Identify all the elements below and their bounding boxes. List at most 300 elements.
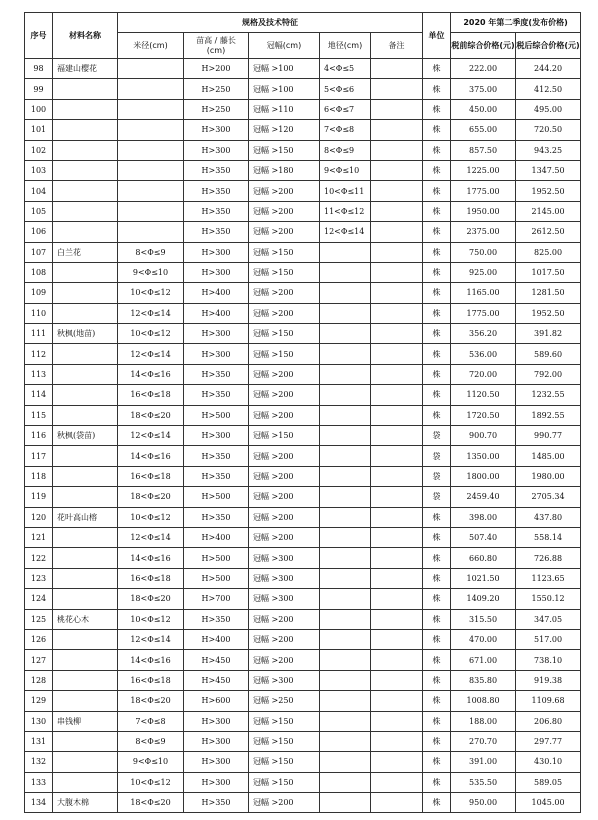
row-remark [371,364,423,384]
row-seq: 99 [25,79,53,99]
row-height: H>350 [184,609,249,629]
row-material-name [53,527,118,547]
row-ground-diameter [320,568,371,588]
row-post-tax-price: 517.00 [516,629,581,649]
row-rice-diameter: 18<Φ≤20 [118,691,184,711]
row-material-name [53,629,118,649]
row-pre-tax-price: 356.20 [451,324,516,344]
table-row [25,201,581,221]
row-crown: 冠幅 >120 [249,120,320,140]
row-rice-diameter: 16<Φ≤18 [118,568,184,588]
row-unit: 株 [423,507,451,527]
row-ground-diameter [320,283,371,303]
row-crown: 冠幅 >150 [249,262,320,282]
row-seq: 127 [25,650,53,670]
table-row [25,446,581,466]
row-rice-diameter [118,59,184,79]
row-seq: 116 [25,426,53,446]
row-ground-diameter [320,364,371,384]
row-rice-diameter: 12<Φ≤14 [118,527,184,547]
row-height: H>300 [184,140,249,160]
row-ground-diameter [320,548,371,568]
table-row [25,222,581,242]
row-seq: 124 [25,589,53,609]
row-rice-diameter [118,79,184,99]
row-ground-diameter [320,793,371,813]
row-seq: 117 [25,446,53,466]
row-seq: 130 [25,711,53,731]
row-height: H>300 [184,426,249,446]
row-material-name [53,79,118,99]
row-seq: 102 [25,140,53,160]
row-remark [371,507,423,527]
row-height: H>300 [184,731,249,751]
row-unit: 株 [423,364,451,384]
row-crown: 冠幅 >180 [249,160,320,180]
row-height: H>400 [184,629,249,649]
row-unit: 株 [423,568,451,588]
row-ground-diameter: 10<Φ≤11 [320,181,371,201]
row-pre-tax-price: 507.40 [451,527,516,547]
row-seq: 106 [25,222,53,242]
row-height: H>300 [184,324,249,344]
row-height: H>300 [184,262,249,282]
row-unit: 株 [423,589,451,609]
row-remark [371,527,423,547]
row-seq: 131 [25,731,53,751]
row-height: H>300 [184,752,249,772]
row-material-name: 秋枫(袋苗) [53,426,118,446]
row-crown: 冠幅 >200 [249,222,320,242]
table-row [25,527,581,547]
row-height: H>250 [184,79,249,99]
table-row [25,385,581,405]
row-seq: 98 [25,59,53,79]
row-ground-diameter: 11<Φ≤12 [320,201,371,221]
row-rice-diameter: 10<Φ≤12 [118,507,184,527]
row-material-name [53,201,118,221]
row-unit: 株 [423,527,451,547]
row-material-name: 花叶高山榕 [53,507,118,527]
row-remark [371,711,423,731]
row-height: H>700 [184,589,249,609]
row-post-tax-price: 2612.50 [516,222,581,242]
row-seq: 122 [25,548,53,568]
row-post-tax-price: 1123.65 [516,568,581,588]
row-unit: 袋 [423,446,451,466]
table-row [25,731,581,751]
price-table [24,12,581,813]
table-row [25,629,581,649]
table-row [25,405,581,425]
row-pre-tax-price: 470.00 [451,629,516,649]
row-post-tax-price: 1980.00 [516,466,581,486]
row-crown: 冠幅 >200 [249,650,320,670]
row-pre-tax-price: 398.00 [451,507,516,527]
row-remark [371,140,423,160]
row-pre-tax-price: 188.00 [451,711,516,731]
row-height: H>300 [184,120,249,140]
row-crown: 冠幅 >200 [249,466,320,486]
row-unit: 株 [423,160,451,180]
row-material-name [53,344,118,364]
row-rice-diameter: 18<Φ≤20 [118,589,184,609]
row-material-name: 大腹木棉 [53,793,118,813]
row-seq: 111 [25,324,53,344]
row-pre-tax-price: 2375.00 [451,222,516,242]
row-rice-diameter: 9<Φ≤10 [118,752,184,772]
row-remark [371,303,423,323]
row-remark [371,548,423,568]
row-unit: 株 [423,793,451,813]
row-unit: 株 [423,79,451,99]
row-rice-diameter: 9<Φ≤10 [118,262,184,282]
row-crown: 冠幅 >200 [249,629,320,649]
row-crown: 冠幅 >200 [249,609,320,629]
row-unit: 株 [423,670,451,690]
row-rice-diameter: 18<Φ≤20 [118,487,184,507]
row-post-tax-price: 1017.50 [516,262,581,282]
row-ground-diameter [320,629,371,649]
row-crown: 冠幅 >200 [249,487,320,507]
row-rice-diameter: 14<Φ≤16 [118,446,184,466]
row-pre-tax-price: 720.00 [451,364,516,384]
row-height: H>400 [184,283,249,303]
row-crown: 冠幅 >200 [249,283,320,303]
row-remark [371,222,423,242]
row-material-name [53,548,118,568]
row-crown: 冠幅 >300 [249,548,320,568]
row-material-name [53,487,118,507]
row-material-name [53,120,118,140]
row-post-tax-price: 244.20 [516,59,581,79]
row-seq: 101 [25,120,53,140]
row-rice-diameter: 14<Φ≤16 [118,650,184,670]
row-seq: 105 [25,201,53,221]
row-post-tax-price: 1045.00 [516,793,581,813]
row-crown: 冠幅 >200 [249,201,320,221]
row-height: H>500 [184,487,249,507]
row-seq: 126 [25,629,53,649]
table-row [25,364,581,384]
table-row [25,283,581,303]
row-crown: 冠幅 >100 [249,79,320,99]
row-material-name [53,140,118,160]
row-rice-diameter: 10<Φ≤12 [118,609,184,629]
row-crown: 冠幅 >250 [249,691,320,711]
row-rice-diameter: 8<Φ≤9 [118,731,184,751]
row-seq: 108 [25,262,53,282]
row-ground-diameter [320,487,371,507]
row-height: H>250 [184,99,249,119]
row-crown: 冠幅 >200 [249,507,320,527]
row-pre-tax-price: 1775.00 [451,181,516,201]
row-seq: 113 [25,364,53,384]
row-rice-diameter: 12<Φ≤14 [118,629,184,649]
row-material-name: 福建山樱花 [53,59,118,79]
row-material-name: 白兰花 [53,242,118,262]
row-pre-tax-price: 857.50 [451,140,516,160]
row-height: H>300 [184,772,249,792]
row-material-name [53,691,118,711]
row-post-tax-price: 2145.00 [516,201,581,221]
row-rice-diameter: 18<Φ≤20 [118,793,184,813]
row-post-tax-price: 943.25 [516,140,581,160]
row-seq: 133 [25,772,53,792]
row-unit: 株 [423,752,451,772]
row-unit: 株 [423,324,451,344]
row-material-name [53,752,118,772]
row-unit: 株 [423,283,451,303]
row-remark [371,752,423,772]
row-seq: 129 [25,691,53,711]
row-remark [371,201,423,221]
row-height: H>350 [184,181,249,201]
row-ground-diameter [320,507,371,527]
row-pre-tax-price: 950.00 [451,793,516,813]
table-row [25,548,581,568]
row-unit: 株 [423,99,451,119]
header-ground-diameter: 地径(cm) [320,33,371,59]
row-post-tax-price: 412.50 [516,79,581,99]
row-material-name [53,670,118,690]
row-post-tax-price: 1109.68 [516,691,581,711]
row-crown: 冠幅 >150 [249,140,320,160]
row-post-tax-price: 589.60 [516,344,581,364]
row-seq: 128 [25,670,53,690]
table-row [25,426,581,446]
row-material-name: 串钱柳 [53,711,118,731]
row-height: H>400 [184,527,249,547]
row-remark [371,99,423,119]
row-seq: 120 [25,507,53,527]
row-crown: 冠幅 >150 [249,242,320,262]
header-pre-tax-price: 税前综合价格(元) [451,33,516,59]
row-remark [371,283,423,303]
row-post-tax-price: 792.00 [516,364,581,384]
row-post-tax-price: 1952.50 [516,181,581,201]
row-ground-diameter [320,772,371,792]
row-pre-tax-price: 925.00 [451,262,516,282]
row-post-tax-price: 1232.55 [516,385,581,405]
row-crown: 冠幅 >200 [249,385,320,405]
row-ground-diameter [320,691,371,711]
row-post-tax-price: 437.80 [516,507,581,527]
row-rice-diameter: 14<Φ≤16 [118,364,184,384]
row-rice-diameter: 16<Φ≤18 [118,385,184,405]
row-post-tax-price: 1550.12 [516,589,581,609]
row-unit: 株 [423,385,451,405]
row-remark [371,731,423,751]
row-ground-diameter: 9<Φ≤10 [320,160,371,180]
row-material-name [53,283,118,303]
row-material-name [53,466,118,486]
row-unit: 袋 [423,466,451,486]
table-row [25,589,581,609]
row-material-name [53,568,118,588]
row-material-name [53,650,118,670]
row-ground-diameter [320,405,371,425]
table-row [25,120,581,140]
row-pre-tax-price: 1409.20 [451,589,516,609]
row-ground-diameter: 5<Φ≤6 [320,79,371,99]
row-rice-diameter [118,181,184,201]
row-rice-diameter: 7<Φ≤8 [118,711,184,731]
row-height: H>400 [184,303,249,323]
row-height: H>350 [184,385,249,405]
row-rice-diameter: 10<Φ≤12 [118,324,184,344]
row-rice-diameter: 8<Φ≤9 [118,242,184,262]
row-crown: 冠幅 >150 [249,426,320,446]
row-rice-diameter: 10<Φ≤12 [118,772,184,792]
table-row [25,691,581,711]
row-seq: 118 [25,466,53,486]
row-height: H>350 [184,222,249,242]
row-remark [371,466,423,486]
row-crown: 冠幅 >200 [249,181,320,201]
row-unit: 株 [423,691,451,711]
row-material-name [53,222,118,242]
row-post-tax-price: 347.05 [516,609,581,629]
row-remark [371,344,423,364]
row-ground-diameter [320,711,371,731]
row-seq: 100 [25,99,53,119]
row-seq: 104 [25,181,53,201]
row-post-tax-price: 1952.50 [516,303,581,323]
table-row [25,609,581,629]
row-post-tax-price: 206.80 [516,711,581,731]
row-pre-tax-price: 1008.80 [451,691,516,711]
row-post-tax-price: 495.00 [516,99,581,119]
row-post-tax-price: 726.88 [516,548,581,568]
row-unit: 株 [423,772,451,792]
row-ground-diameter [320,385,371,405]
row-rice-diameter [118,140,184,160]
row-crown: 冠幅 >200 [249,527,320,547]
row-remark [371,487,423,507]
row-remark [371,772,423,792]
row-remark [371,59,423,79]
row-pre-tax-price: 655.00 [451,120,516,140]
table-row [25,59,581,79]
table-row [25,181,581,201]
row-ground-diameter: 12<Φ≤14 [320,222,371,242]
header-unit: 单位 [423,13,451,59]
row-unit: 株 [423,609,451,629]
table-row [25,568,581,588]
row-unit: 株 [423,120,451,140]
row-pre-tax-price: 750.00 [451,242,516,262]
row-seq: 107 [25,242,53,262]
row-rice-diameter: 12<Φ≤14 [118,303,184,323]
row-ground-diameter [320,324,371,344]
row-post-tax-price: 1485.00 [516,446,581,466]
table-row [25,140,581,160]
row-unit: 株 [423,629,451,649]
table-row [25,79,581,99]
row-crown: 冠幅 >300 [249,589,320,609]
row-pre-tax-price: 660.80 [451,548,516,568]
row-crown: 冠幅 >110 [249,99,320,119]
row-seq: 114 [25,385,53,405]
row-material-name [53,160,118,180]
row-rice-diameter: 12<Φ≤14 [118,344,184,364]
row-ground-diameter: 6<Φ≤7 [320,99,371,119]
row-seq: 109 [25,283,53,303]
row-crown: 冠幅 >200 [249,793,320,813]
row-ground-diameter [320,262,371,282]
row-post-tax-price: 391.82 [516,324,581,344]
row-pre-tax-price: 1720.50 [451,405,516,425]
row-remark [371,589,423,609]
row-remark [371,691,423,711]
row-pre-tax-price: 1165.00 [451,283,516,303]
row-pre-tax-price: 900.70 [451,426,516,446]
row-height: H>300 [184,344,249,364]
row-material-name [53,405,118,425]
header-seq: 序号 [25,13,53,59]
row-material-name [53,99,118,119]
row-post-tax-price: 1892.55 [516,405,581,425]
row-remark [371,181,423,201]
row-unit: 株 [423,303,451,323]
row-post-tax-price: 825.00 [516,242,581,262]
table-row [25,507,581,527]
row-ground-diameter [320,527,371,547]
row-ground-diameter [320,670,371,690]
table-row [25,160,581,180]
row-rice-diameter [118,120,184,140]
row-remark [371,426,423,446]
row-pre-tax-price: 2459.40 [451,487,516,507]
row-height: H>350 [184,507,249,527]
row-remark [371,629,423,649]
row-material-name [53,731,118,751]
row-seq: 110 [25,303,53,323]
row-crown: 冠幅 >150 [249,731,320,751]
row-rice-diameter [118,222,184,242]
row-seq: 125 [25,609,53,629]
row-remark [371,568,423,588]
row-pre-tax-price: 1225.00 [451,160,516,180]
row-remark [371,670,423,690]
table-body [25,59,581,813]
row-material-name: 秋枫(地苗) [53,324,118,344]
row-post-tax-price: 720.50 [516,120,581,140]
row-unit: 株 [423,711,451,731]
row-unit: 株 [423,548,451,568]
row-unit: 株 [423,262,451,282]
row-unit: 株 [423,181,451,201]
row-post-tax-price: 1281.50 [516,283,581,303]
row-pre-tax-price: 270.70 [451,731,516,751]
row-crown: 冠幅 >200 [249,364,320,384]
row-ground-diameter [320,609,371,629]
row-material-name [53,364,118,384]
row-unit: 株 [423,242,451,262]
row-height: H>350 [184,793,249,813]
header-spec-group: 规格及技术特征 [118,13,423,33]
row-height: H>350 [184,160,249,180]
row-post-tax-price: 430.10 [516,752,581,772]
row-rice-diameter [118,160,184,180]
table-row [25,344,581,364]
row-crown: 冠幅 >300 [249,670,320,690]
row-crown: 冠幅 >150 [249,344,320,364]
row-post-tax-price: 297.77 [516,731,581,751]
row-pre-tax-price: 536.00 [451,344,516,364]
row-seq: 103 [25,160,53,180]
